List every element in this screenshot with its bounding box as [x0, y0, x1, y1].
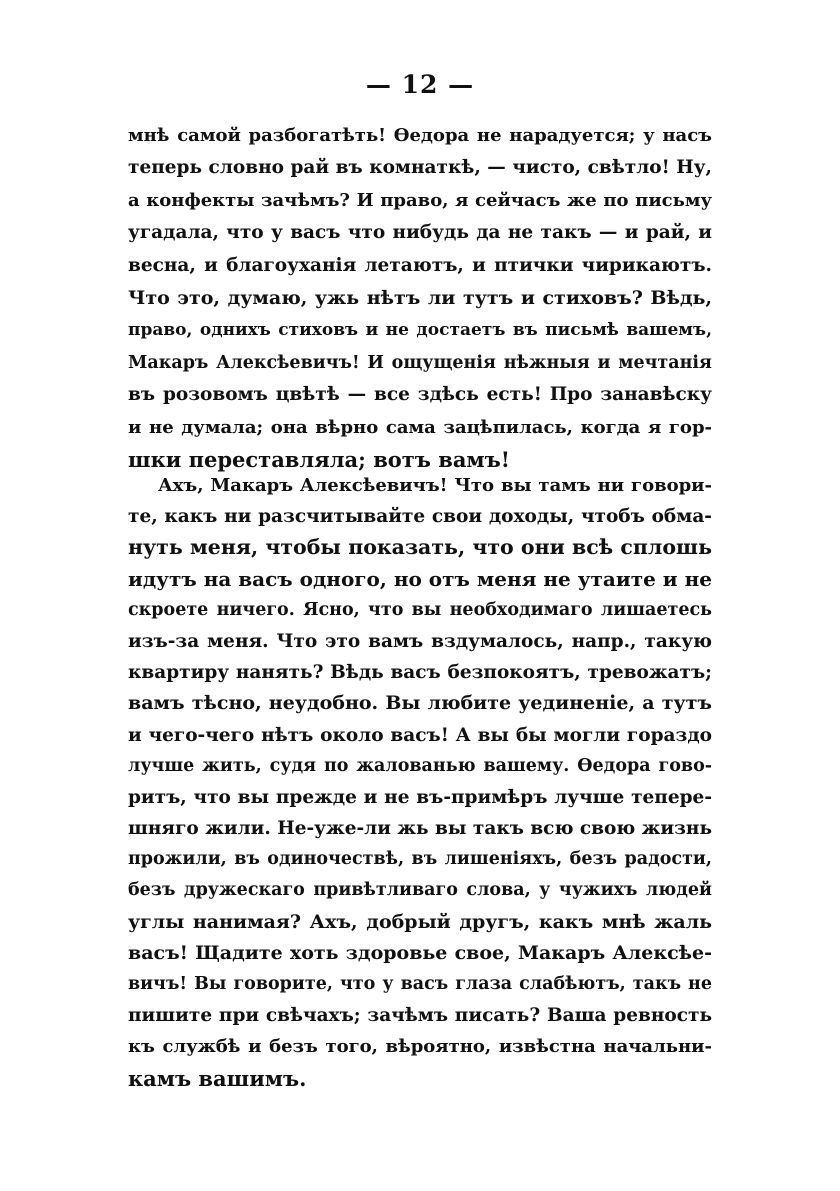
text-line: скроете ничего. Ясно, что вы необходимаго лишаетесь — [128, 599, 712, 620]
text-line: лучше жить, судя по жалованью вашему. Ѳедора гово- — [128, 755, 712, 776]
text-line: а конфекты зачѣмъ? И право, я сейчасъ же по письму — [128, 189, 712, 211]
text-line: вичъ! Вы говорите, что у васъ глаза слабѣютъ, такъ не — [128, 974, 712, 994]
text-line: Что это, думаю, ужь нѣтъ ли тутъ и стиховъ? Вѣдь, — [128, 286, 712, 309]
text-line: вамъ тѣсно, неудобно. Вы любите уединеніе, а тутъ — [128, 692, 712, 715]
text-line: идутъ на васъ одного, но отъ меня не утаите и не — [128, 566, 712, 591]
text-line: шняго жили. Не-уже-ли жь вы такъ всю свою жизнь — [128, 818, 713, 840]
text-line: право, однихъ стиховъ и не достаетъ въ письмѣ вашемъ, — [128, 320, 712, 341]
text-line: и не думала; она вѣрно сама зацѣпилась, когда я гор- — [128, 416, 712, 438]
text-line: безъ дружескаго привѣтливаго слова, у чужихъ людей — [128, 880, 712, 901]
text-line: прожили, въ одиночествѣ, въ лишеніяхъ, безъ радости, — [128, 849, 712, 870]
text-line: камъ вашимъ. — [128, 1065, 307, 1091]
text-line: васъ! Щадите хоть здоровье свое, Макаръ Алексѣе- — [128, 941, 712, 964]
text-line: и чего-чего нѣтъ около васъ! А вы бы могли гораздо — [128, 724, 712, 746]
page-number: — 12 — — [365, 70, 475, 99]
text-line: въ розовомъ цвѣтѣ — все здѣсь есть! Про занавѣску — [128, 384, 712, 406]
text-line: изъ-за меня. Что это вамъ вздумалось, напр., такую — [128, 630, 712, 652]
text-line: шки переставляла; вотъ вамъ! — [128, 446, 510, 472]
text-line: те, какъ ни разсчитывайте свои доходы, чтобъ обма- — [128, 506, 712, 528]
text-line: ритъ, что вы прежде и не въ-примѣръ лучше теперe- — [128, 786, 712, 808]
paragraph-1 — [128, 120, 712, 476]
text-line: пишите при свѣчахъ; зачѣмъ писать? Ваша ревность — [128, 1005, 712, 1027]
text-line: Макаръ Алексѣевичъ! И ощущенія нѣжныя и мечтанія — [128, 352, 712, 373]
text-line: теперь словно рай въ комнаткѣ, — чисто, свѣтло! Ну, — [128, 157, 712, 179]
text-line: Ахъ, Макаръ Алексѣевичъ! Что вы тамъ ни говори- — [158, 475, 712, 496]
text-line: весна, и благоуханія летаютъ, и птички чирикаютъ. — [128, 254, 712, 276]
paragraph-2 — [128, 470, 712, 1094]
text-line: нуть меня, чтобы показать, что они всѣ сплошь — [128, 535, 712, 560]
text-line: углы нанимая? Ахъ, добрый другъ, какъ мнѣ жаль — [128, 910, 712, 933]
text-line: угадала, что у васъ что нибудь да не такъ — и рай, и — [128, 222, 712, 244]
text-line: мнѣ самой разбогатѣть! Ѳедора не нарадуется; у насъ — [128, 125, 712, 146]
text-line: къ службѣ и безъ того, вѣроятно, извѣстна начальни- — [128, 1036, 712, 1058]
text-line: квартиру нанять? Вѣдь васъ безпокоятъ, тревожатъ; — [128, 662, 712, 684]
